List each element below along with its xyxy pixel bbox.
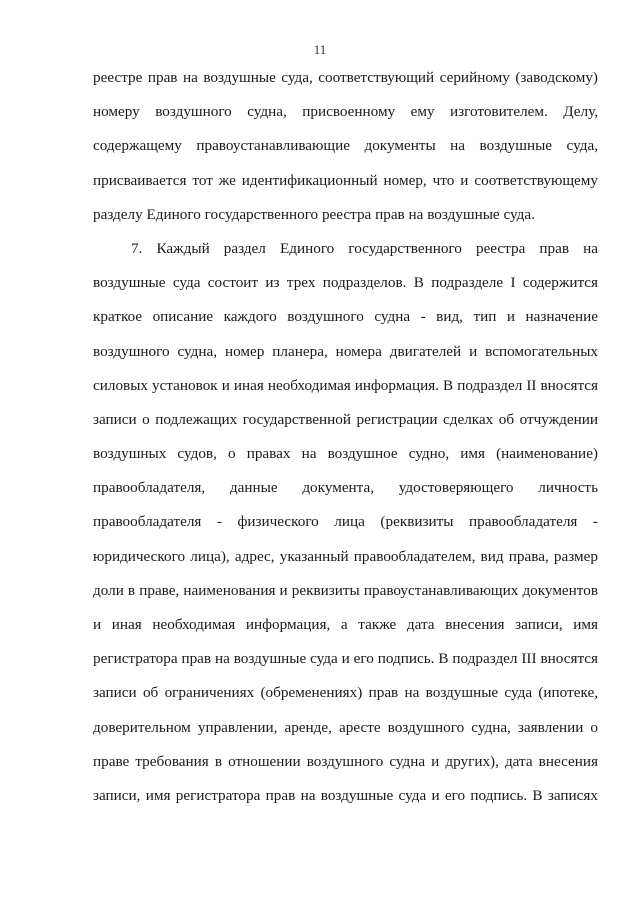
- text-line: доли в праве, наименования и реквизиты правоустанавливающих документов: [93, 581, 598, 599]
- text-line: записи, имя регистратора прав на воздушные суда и его подпись. В записях: [93, 786, 598, 804]
- text-line: правообладателя - физического лица (реквизиты правообладателя -: [93, 513, 598, 531]
- text-line: номеру воздушного судна, присвоенному ему изготовителем. Делу,: [93, 103, 598, 121]
- page-number: 11: [313, 42, 327, 57]
- text-line: доверительном управлении, аренде, аресте воздушного судна, заявлении о: [93, 718, 598, 736]
- text-line: и иная необходимая информация, а также дата внесения записи, имя: [93, 616, 598, 633]
- text-line: записи об ограничениях (обременениях) прав на воздушные суда (ипотеке,: [93, 684, 598, 702]
- text-line: праве требования в отношении воздушного судна и других), дата внесения: [93, 752, 598, 770]
- text-line: записи о подлежащих государственной регистрации сделках об отчуждении: [93, 410, 598, 428]
- text-line: реестре прав на воздушные суда, соответствующий серийному (заводскому): [93, 69, 598, 86]
- text-line: силовых установок и иная необходимая информация. В подраздел II вносятся: [93, 376, 598, 394]
- body-text: [93, 61, 598, 813]
- text-line: воздушного судна, номер планера, номера двигателей и вспомогательных: [93, 342, 598, 360]
- text-line: юридического лица), адрес, указанный правообладателем, вид права, размер: [93, 547, 598, 565]
- paragraph-7-first-line: 7. Каждый раздел Единого государственного реестра прав на: [131, 239, 598, 257]
- text-line: присваивается тот же идентификационный номер, что и соответствующему: [93, 171, 598, 189]
- text-line: правообладателя, данные документа, удостоверяющего личность: [93, 479, 598, 497]
- text-line: воздушные суда состоит из трех подразделов. В подразделе I содержится: [93, 274, 598, 292]
- text-line: воздушных судов, о правах на воздушное судно, имя (наименование): [93, 445, 598, 463]
- text-line: регистратора прав на воздушные суда и его подпись. В подраздел III вносятся: [93, 650, 598, 668]
- text-line: содержащему правоустанавливающие документы на воздушные суда,: [93, 137, 598, 155]
- text-line: разделу Единого государственного реестра прав на воздушные суда.: [93, 205, 535, 223]
- text-line: краткое описание каждого воздушного судна - вид, тип и назначение: [93, 308, 598, 326]
